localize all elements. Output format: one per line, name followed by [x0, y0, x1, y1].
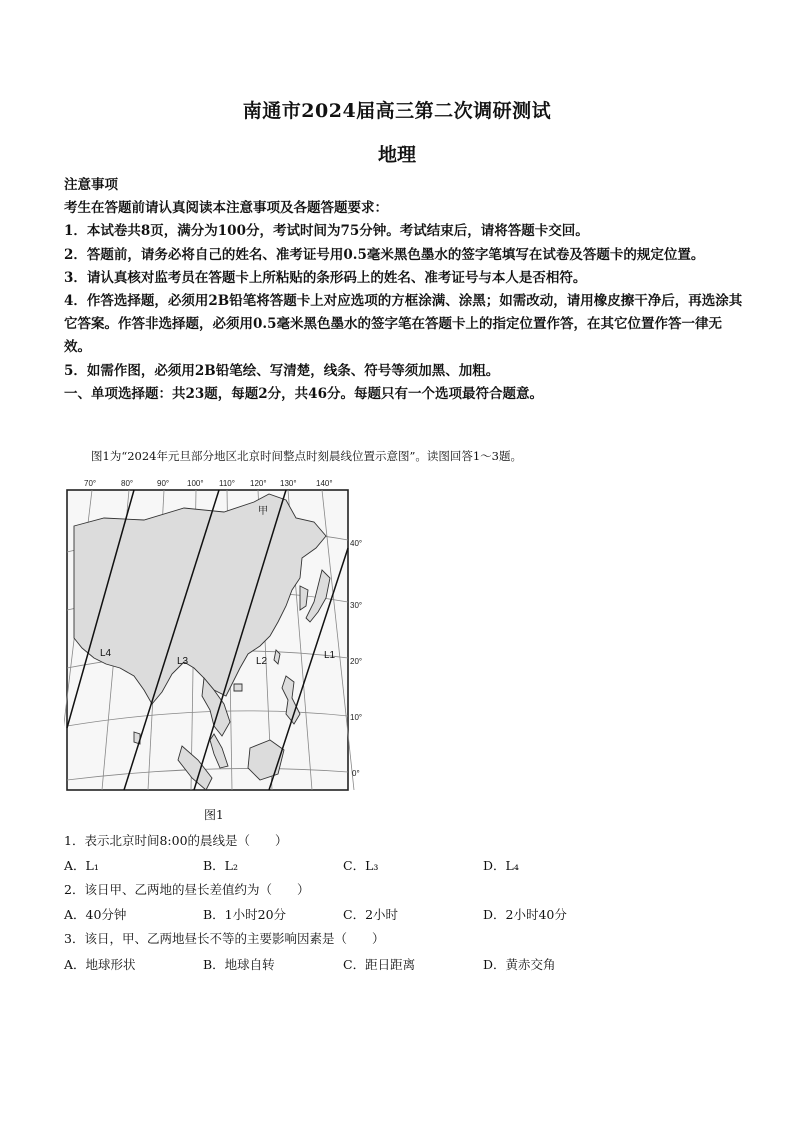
lon-label-110: 110°: [219, 479, 235, 488]
terminator-map: [64, 478, 364, 796]
question-3-option-d: D．黄赤交角: [483, 957, 556, 972]
lon-label-100: 100°: [187, 479, 204, 488]
label-l1: L1: [324, 650, 336, 661]
lat-label-0: 0°: [352, 769, 360, 778]
place-label-jia: 甲: [258, 506, 268, 517]
subject-title: 地理: [377, 144, 416, 166]
lon-label-140: 140°: [316, 479, 333, 488]
notes-item-2: 2．答题前，请务必将自己的姓名、准考证号用0.5毫米黑色墨水的签字笔填写在试卷及答题卡的规定位置。: [64, 246, 705, 263]
figure-caption: 图1: [204, 808, 224, 822]
lon-label-90: 90°: [157, 479, 170, 488]
notes-item-4: 4．作答选择题，必须用2B铅笔将答题卡上对应选项的方框涂满、涂黑；如需改动，请用橡皮擦干净后，再选涂其它答案。作答非选择题，必须用0.5毫米黑色墨水的签字笔在答题卡上的指定位置作答，在其它位置作答一律无效。: [64, 293, 743, 356]
question-2-option-a: A．40分钟: [64, 907, 127, 922]
map-svg: [64, 478, 364, 796]
notes-item-5: 5．如需作图，必须用2B铅笔绘、写清楚，线条、符号等须加黑、加粗。: [64, 362, 500, 379]
exam-title: 南通市2024届高三第二次调研测试: [242, 100, 552, 122]
question-3-option-a: A．地球形状: [64, 957, 136, 972]
lon-label-120: 120°: [250, 479, 267, 488]
lon-label-130: 130°: [280, 479, 297, 488]
figure-intro: 图1为“2024年元旦部分地区北京时间整点时刻晨线位置示意图”。读图回答1～3题。: [91, 449, 522, 463]
question-1-option-a: A．L₁: [64, 858, 99, 873]
question-1-option-c: C．L₃: [343, 858, 379, 873]
question-2-stem: 2．该日甲、乙两地的昼长差值约为（ ）: [64, 882, 310, 897]
question-2-option-d: D．2小时40分: [483, 907, 567, 922]
notes-item-3: 3．请认真核对监考员在答题卡上所粘贴的条形码上的姓名、准考证号与本人是否相符。: [64, 269, 587, 286]
lat-label-10: 10°: [350, 713, 363, 722]
question-1-option-d: D．L₄: [483, 858, 519, 873]
question-1-option-b: B．L₂: [203, 858, 238, 873]
lat-label-20: 20°: [350, 657, 363, 666]
lat-label-40: 40°: [350, 539, 363, 548]
question-3-stem: 3．该日，甲、乙两地昼长不等的主要影响因素是（ ）: [64, 931, 385, 946]
label-l2: L2: [256, 656, 268, 667]
lon-label-70: 70°: [84, 479, 97, 488]
label-l3: L3: [177, 656, 189, 667]
question-2-option-b: B．1小时20分: [203, 907, 287, 922]
question-3-option-c: C．距日距离: [343, 957, 416, 972]
notes-heading: 注意事项: [64, 177, 118, 193]
notes-lead: 考生在答题前请认真阅读本注意事项及各题答题要求：: [64, 200, 388, 217]
label-l4: L4: [100, 648, 112, 659]
question-3-option-b: B．地球自转: [203, 957, 275, 972]
land-hainan: [234, 684, 242, 691]
notes-item-1: 1．本试卷共8页，满分为100分，考试时间为75分钟。考试结束后，请将答题卡交回。: [64, 223, 589, 240]
section-heading: 一、单项选择题：共23题，每题2分，共46分。每题只有一个选项最符合题意。: [64, 385, 543, 402]
notes-section: [64, 174, 744, 406]
lon-label-80: 80°: [121, 479, 134, 488]
question-1-stem: 1．表示北京时间8:00的晨线是（ ）: [64, 833, 288, 848]
lat-label-30: 30°: [350, 601, 363, 610]
question-2-option-c: C．2小时: [343, 907, 399, 922]
